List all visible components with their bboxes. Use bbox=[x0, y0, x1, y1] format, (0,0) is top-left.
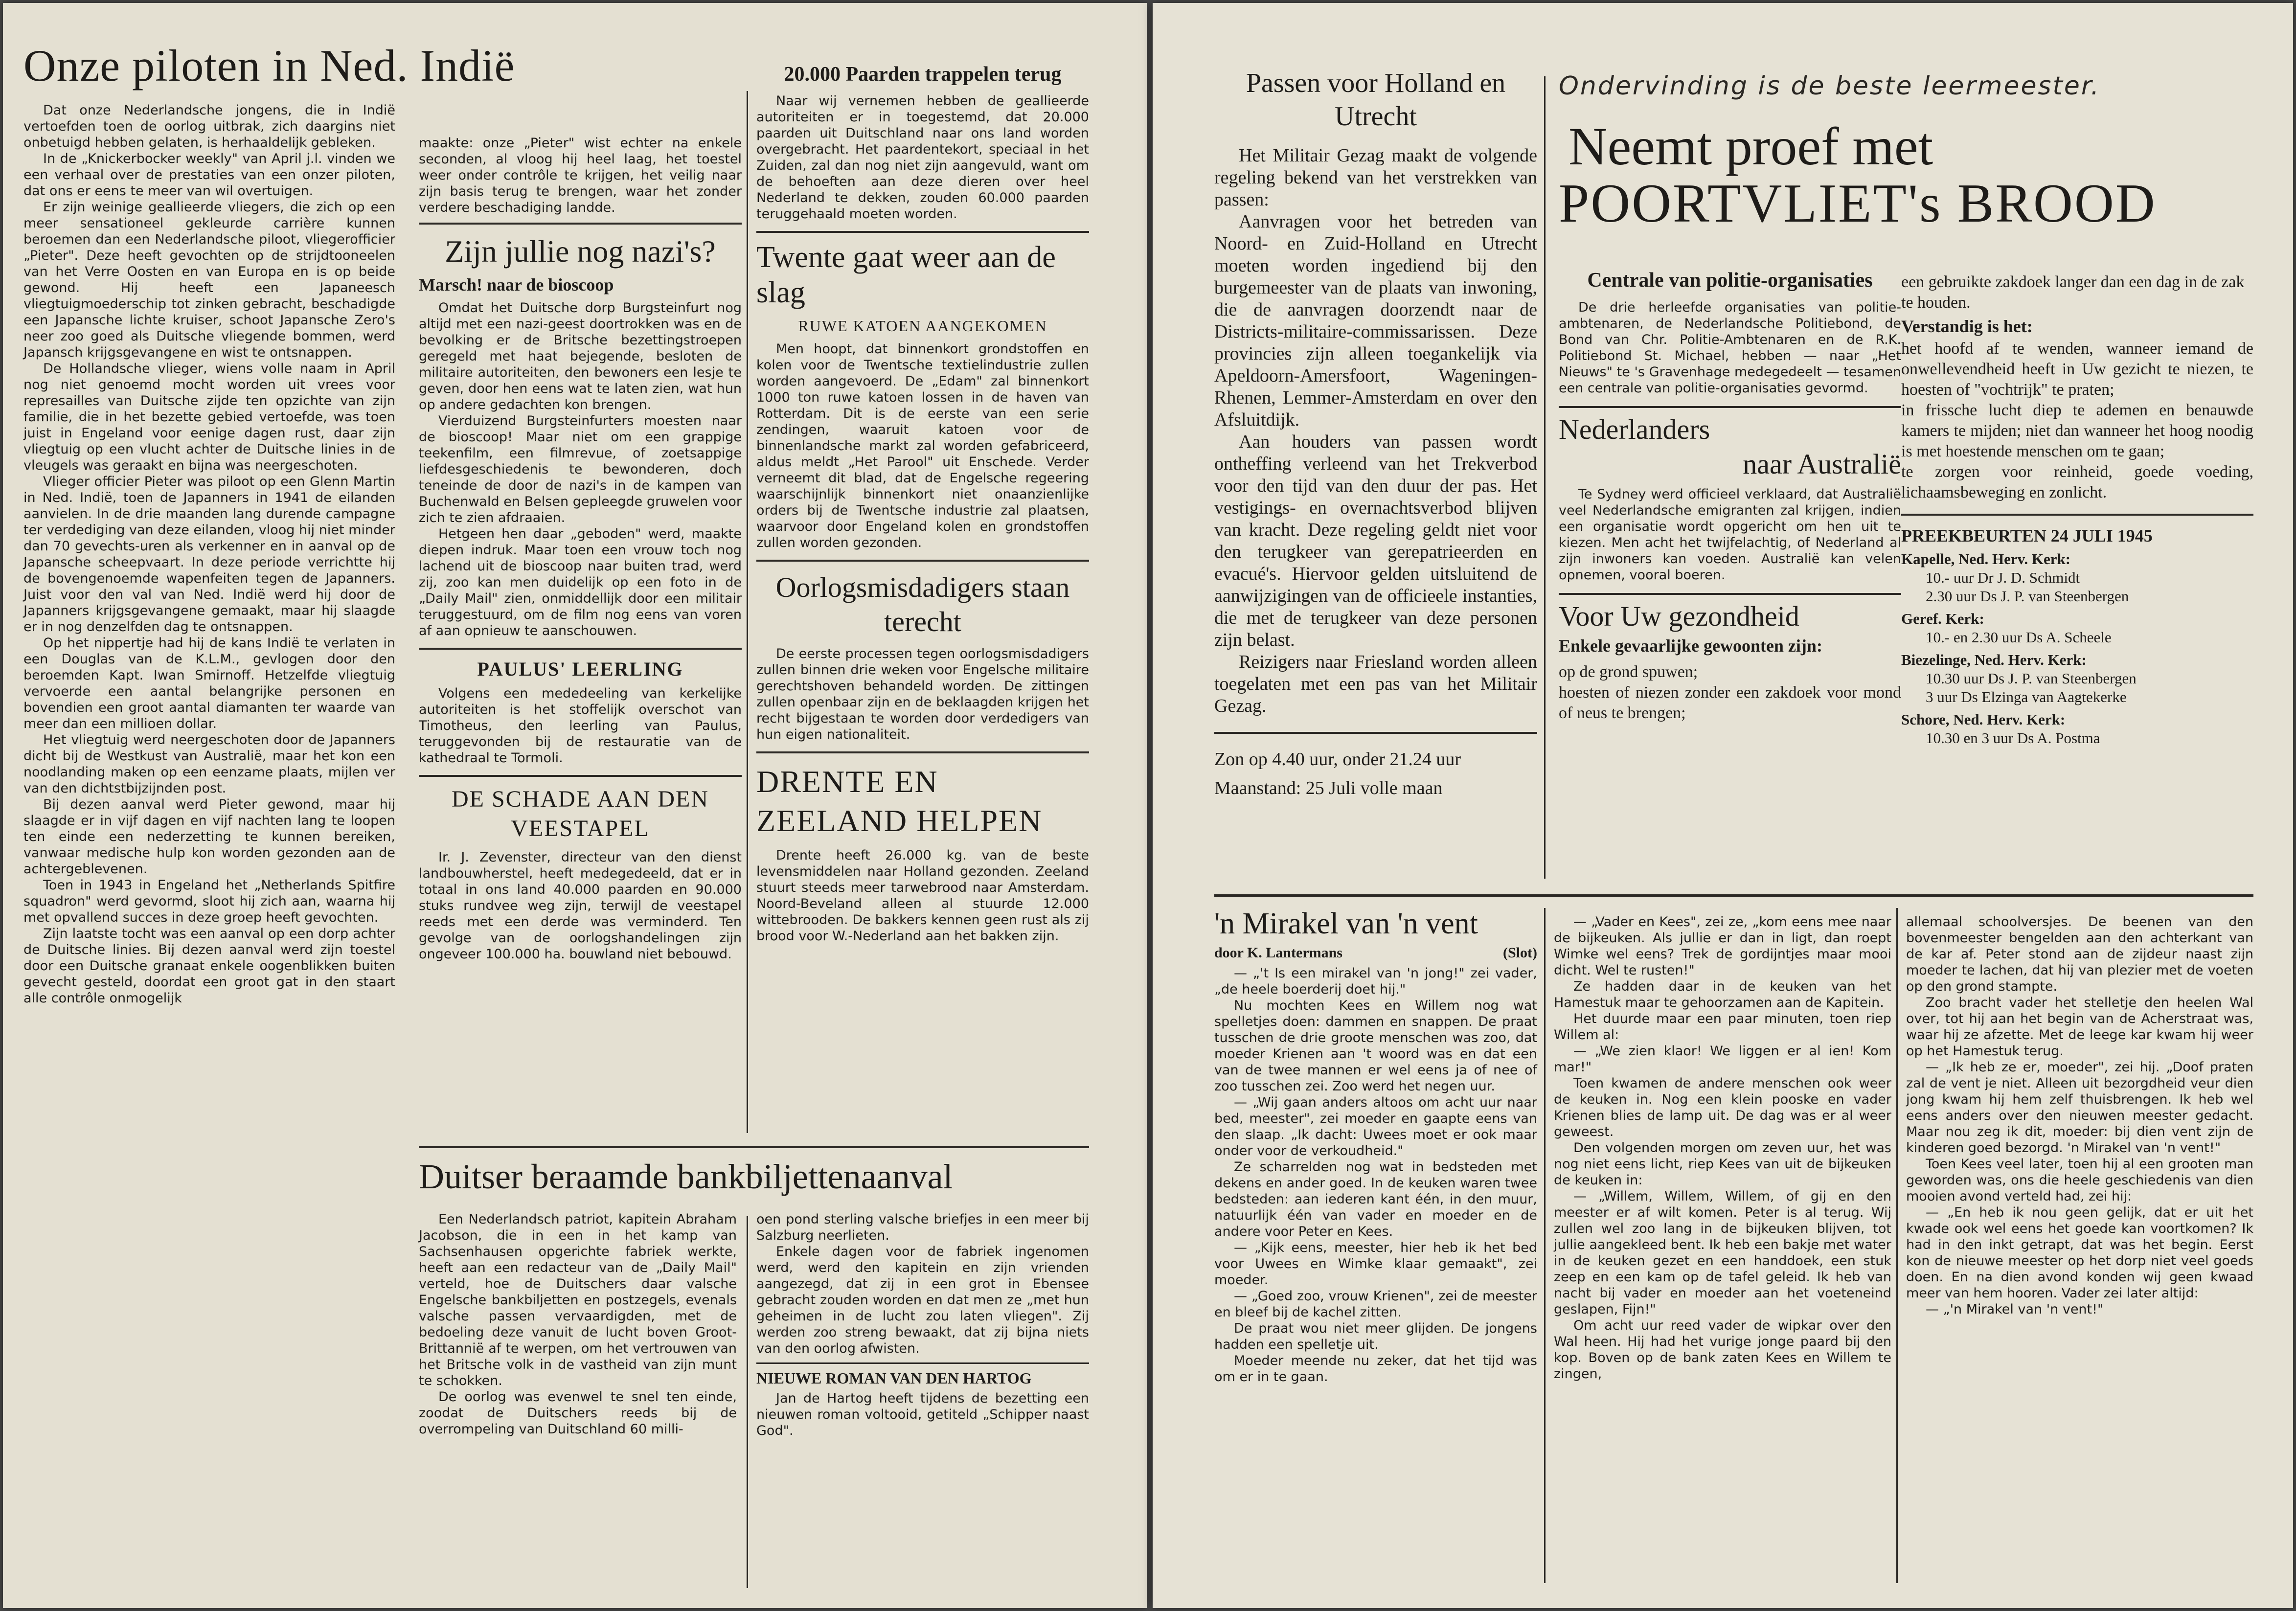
divider bbox=[756, 1362, 1089, 1364]
paragraph: De eerste processen tegen oorlogsmisdadigers zullen binnen drie weken voor Engelsche militaire gerechtshoven behandeld worden. De zittingen zullen openbaar zijn en de beklaagden krijgen het recht bijgestaan te worden door verdedigers van hun eigen nationaliteit. bbox=[756, 646, 1089, 742]
twente-subtitle: RUWE KATOEN AANGEKOMEN bbox=[798, 317, 1047, 335]
preek-entry bbox=[1901, 710, 2253, 748]
gezondheid-list bbox=[1559, 662, 1901, 724]
preek-line: 10.30 en 3 uur Ds A. Postma bbox=[1926, 729, 2100, 747]
column-rule bbox=[747, 1216, 748, 1588]
paragraph: — „Wij gaan anders altoos om acht uur naar bed, meester", zei moeder en gaapte eens van den slaap. „Ik dacht: Uwees moet er ook maar onder voor de verkoudheid." bbox=[1214, 1095, 1537, 1159]
preek-line: 10.30 uur Ds J. P. van Steenbergen bbox=[1926, 670, 2137, 687]
paragraph: Te Sydney werd officieel verklaard, dat Australië veel Nederlandsche emigranten zal krijgen, indien een organisatie wordt opgericht om hen uit te kiezen. Men acht het twijfelachtig, of Nederland al zijn inwoners kan voeden. Australië kan velen opnemen, vooral boeren. bbox=[1559, 486, 1901, 583]
nazis-body bbox=[419, 300, 742, 639]
mirakel-byline bbox=[1214, 945, 1537, 961]
paragraph: Enkele dagen voor de fabriek ingenomen werd, werd den kapitein en zijn vrienden aangezegd, dat zij in een grot in Ebensee gebracht zouden worden en dat men ze „met hun geheimen in de lucht zou laten vliegen". Zij werden zoo streng bewaakt, dat zij bijna niets van den oorlog afwisten. bbox=[756, 1244, 1089, 1356]
column-rule bbox=[1544, 76, 1546, 879]
divider bbox=[756, 231, 1089, 233]
mirakel-col-1 bbox=[1214, 908, 1537, 1593]
divider bbox=[756, 560, 1089, 562]
divider bbox=[419, 775, 742, 777]
paragraph: De praat wou niet meer glijden. De jongens hadden een spelletje uit. bbox=[1214, 1321, 1537, 1353]
divider bbox=[756, 751, 1089, 753]
divider bbox=[1901, 514, 2253, 516]
duitser-col-2 bbox=[756, 1211, 1089, 1593]
preek-entry bbox=[1901, 651, 2253, 706]
drente-title: DRENTE EN ZEELAND HELPEN bbox=[756, 764, 1043, 838]
gezondheid-subtitle: Enkele gevaarlijke gewoonten zijn: bbox=[1559, 635, 1822, 656]
paragraph: Hetgeen hen daar „geboden" werd, maakte diepen indruk. Maar toen een vrouw toch nog lachend uit de bioscoop naar buiten trad, werd zij, zoo kan men duidelijk op een foto in de „Daily Mail" zien, onmiddellijk door een militair teruggestuurd, om de film nog eens van voren af aan opnieuw te aanschouwen. bbox=[419, 526, 742, 638]
paragraph: Naar wij vernemen hebben de geallieerde autoriteiten er in toegestemd, dat 20.000 paarden uit Duitschland naar ons land worden overgebracht. Het paardentekort, speciaal in het Zuiden, zal dan nog niet zijn aangevuld, want om de behoeften aan deze dieren over heel Nederland te dekken, zouden 60.000 paarden teruggehaald moeten worden. bbox=[756, 93, 1089, 222]
pilots-continued bbox=[419, 135, 742, 216]
paragraph: allemaal schoolversjes. De beenen van den bovenmeester bengelden aan den achterkant van de kar af. Peter stond aan de zijdeur naast zijn moeder te lachen, dat hij van plezier met de voeten op den grond stampte. bbox=[1906, 914, 2253, 994]
paragraph: — „Willem, Willem, Willem, of gij en den meester er af wilt komen. Peter is al terug. Wij zullen wel zoo lang in de bijkeuken blijven, tot jullie aangekleed bent. Ik heb een bakje met water in de keuken gezet en een handdoek, een stuk zeep en een kam op de tafel geleid. Ik heb van nacht bij vader en moeder aan het voeteneind geslapen, Fijn!" bbox=[1554, 1189, 1891, 1317]
oorlog-body bbox=[756, 646, 1089, 743]
paragraph: — „'n Mirakel van 'n vent!" bbox=[1926, 1302, 2104, 1317]
paragraph: — „Ik heb ze er, moeder", zei hij. „Doof praten zal de vent je niet. Alleen uit bezorgdheid veur dien jong kwam hij hem zelf thuisbrengen. Ik heb wel eens anders over den nieuwen meester gedacht. Maar nou zeg ik dit, moeder: bij dien vent zijn de kinderen goed bezorgd. 'n Mirakel van 'n vent!" bbox=[1906, 1060, 2253, 1156]
preek-list bbox=[1901, 550, 2253, 748]
gezondheid-list-continued bbox=[1901, 272, 2253, 313]
mirakel-author: door K. Lantermans bbox=[1214, 945, 1342, 961]
paulus-title: PAULUS' LEERLING bbox=[477, 658, 683, 680]
column-3 bbox=[756, 61, 1089, 1137]
sun-times: Zon op 4.40 uur, onder 21.24 uur bbox=[1214, 749, 1461, 770]
paragraph: Zoo bracht vader het stelletje den heelen Wal over, tot hij aan het begin van de Acherstraat was, waar hij ze afzette. Met de leege kar kwam hij weer op het Hamestuk terug. bbox=[1906, 995, 2253, 1059]
moon-phase: Maanstand: 25 Juli volle maan bbox=[1214, 778, 1443, 798]
paragraph: Drente heeft 26.000 kg. van de beste levensmiddelen naar Holland gezonden. Zeeland stuurt steeds meer tarwebrood naar Amsterdam. Noord-Beveland alleen al stuurde 12.000 wittebrooden. De bakkers kennen geen rust als zij brood voor W.-Nederland aan het bakken zijn. bbox=[756, 848, 1089, 944]
twente-title: Twente gaat weer aan de slag bbox=[756, 241, 1056, 309]
paragraph: Aanvragen voor het betreden van Noord- en Zuid-Holland en Utrecht moeten worden ingediend bij den burgemeester van de plaats van inwoning, die de aanvragen doorzendt naar de Districts-militaire-commissarissen. Deze provincies zijn alleen toegankelijk via Apeldoorn-Amersfoort, Wageningen-Rhenen, Lemmer-Amsterdam en over den Afsluitdijk. bbox=[1214, 211, 1537, 430]
duitser-title: Duitser beraamde bankbiljettenaanval bbox=[419, 1157, 953, 1196]
passen-article bbox=[1214, 67, 1537, 859]
preek-place: Schore, Ned. Herv. Kerk: bbox=[1901, 711, 2066, 728]
list-item: het hoofd af te wenden, wanneer iemand de onwellevendheid heeft in Uw gezicht te niezen, te hoesten of "vochtrijk" te praten; bbox=[1901, 340, 2253, 399]
paragraph: De drie herleefde organisaties van politie-ambtenaren, de Nederlandsche Politiebond, de Bond van Chr. Politie-Ambtenaren en de R.K. Politiebond St. Michael, hebben — naar „Het Nieuws" te 's Gravenhage medegedeelt — tesamen een centrale van politie-organisaties gevormd. bbox=[1559, 300, 1901, 396]
column-rule bbox=[1544, 908, 1546, 1583]
australie-body bbox=[1559, 486, 1901, 583]
divider bbox=[419, 223, 742, 225]
nazis-subtitle: Marsch! naar de bioscoop bbox=[419, 275, 614, 295]
column-rule bbox=[1896, 908, 1898, 1583]
australie-title-2: naar Australië bbox=[1743, 448, 1901, 480]
drente-body bbox=[756, 847, 1089, 944]
pilots-article bbox=[23, 41, 515, 1583]
list-item: hoesten of niezen zonder een zakdoek voor mond of neus te brengen; bbox=[1559, 683, 1901, 722]
paragraph: Moeder meende nu zeker, dat het tijd was om er in te gaan. bbox=[1214, 1353, 1537, 1385]
mirakel-col-1-body bbox=[1214, 965, 1537, 1385]
preek-line: 10.- en 2.30 uur Ds A. Scheele bbox=[1926, 629, 2112, 646]
list-item: op de grond spuwen; bbox=[1559, 662, 1698, 681]
paragraph: Het duurde maar een paar minuten, toen riep Willem al: bbox=[1554, 1011, 1891, 1043]
pilots-title: Onze piloten in Ned. Indië bbox=[23, 41, 515, 91]
paarden-body bbox=[756, 93, 1089, 222]
paragraph: — „En heb ik nou geen gelijk, dat er uit het kwade ook wel eens het goede kan voortkomen? Ik had in den inkt getrapt, dat was het begin. Eerst kon de nieuwe meester op het dorp niet veel goeds doen. En na dien avond konden wij geen kwaad meer van hem hooren. Vader zei later altijd: bbox=[1906, 1205, 2253, 1301]
roman-title: NIEUWE ROMAN VAN DEN HARTOG bbox=[756, 1369, 1032, 1387]
divider bbox=[1214, 732, 1537, 734]
paragraph: Toen in 1943 in Engeland het „Netherlands Spitfire squadron" werd gevormd, sloot hij zich aan, waarna hij met opvallend succes in deze groep heeft gevochten. bbox=[23, 877, 395, 925]
paragraph: Er zijn weinige geallieerde vliegers, die zich op een meer sensationeel gekleurde carrière kunnen beroemen dan een Nederlandsche piloot, vliegerofficier „Pieter". Deze heeft gevochten op de strijdtooneelen van het Verre Oosten en van Europa en is op beide gewond. Hij heeft een Japaneesch vliegtuigmoederschip tot zinken gebracht, beschadigde een Japansche lichte kruiser, schoot Japansche Zero's neer zoo goed als Duitsche vliegende bommen, werd Japansch krijgsgevangene en wist te ontsnappen. bbox=[23, 199, 395, 360]
right-column bbox=[1901, 272, 2253, 898]
divider bbox=[1559, 406, 1901, 408]
passen-body bbox=[1214, 145, 1537, 717]
preek-place: Geref. Kerk: bbox=[1901, 610, 1984, 627]
middle-column bbox=[1559, 267, 1901, 884]
pilots-body bbox=[23, 102, 395, 1006]
mirakel-slot: (Slot) bbox=[1503, 945, 1537, 961]
paragraph: — „'t Is een mirakel van 'n jong!" zei vader, „de heele boerderij doet hij." bbox=[1214, 966, 1537, 998]
preek-entry bbox=[1901, 610, 2253, 647]
preek-place: Kapelle, Ned. Herv. Kerk: bbox=[1901, 550, 2071, 567]
paragraph: Ze hadden daar in de keuken van het Hamestuk maar te gehoorzamen aan de Kapitein. bbox=[1554, 979, 1891, 1010]
paarden-title: 20.000 Paarden trappelen terug bbox=[784, 63, 1062, 86]
preek-line: 10.- uur Dr J. D. Schmidt bbox=[1926, 569, 2080, 586]
paragraph: Vlieger officier Pieter was piloot op een Glenn Martin in Ned. Indië, toen de Japanners in 1941 de eilanden aanvielen. In de drie maanden lang durende campagne ter verdediging van deze eilanden, vloog hij niet minder dan 70 gevechts-uren als verkenner en in aanval op de Japansche scheepvaart. In deze periode verrichtte hij de bovengenoemde wapenfeiten tegen de Japanners. Juist voor den val van Ned. Indië werd hij door de Japanners krijgsgevangene gemaakt, maar hij slaagde er in nog denzelfden dag te ontsnappen. bbox=[23, 474, 395, 635]
paragraph: — „Goed zoo, vrouw Krienen", zei de meester en bleef bij de kachel zitten. bbox=[1214, 1289, 1537, 1320]
paragraph: oen pond sterling valsche briefjes in een meer bij Salzburg neerlieten. bbox=[756, 1212, 1089, 1243]
paragraph: De oorlog was evenwel te snel ten einde, zoodat de Duitschers reeds bij de overrompeling van Duitschland 60 milli- bbox=[419, 1389, 737, 1437]
paragraph: Aan houders van passen wordt ontheffing verleend van het Trekverbod voor den tijd van den duur der pas. Het vestigings- en overnachtsverbod blijven van kracht. Deze regeling geldt niet voor den terugkeer van gerepatrieerden en evacué's. Hiervoor gelden uitsluitend de aanwijzigingen van de officieele instanties, die met de terugkeer van deze personen zijn belast. bbox=[1214, 431, 1537, 650]
column-rule bbox=[747, 91, 748, 1133]
paulus-body bbox=[419, 685, 742, 766]
twente-body bbox=[756, 341, 1089, 551]
paragraph: Ir. J. Zevenster, directeur van den dienst landbouwherstel, heeft medegedeeld, dat er in totaal in ons land 40.000 paarden en 90.000 stuks rundvee weg zijn, terwijl de veestapel reeds met een derde was verminderd. Ten gevolge van de oorlogshandelingen zijn ongeveer 100.000 ha. bouwland niet bebouwd. bbox=[419, 850, 742, 962]
paragraph: Nu mochten Kees en Willem nog wat spelletjes doen: dammen en snappen. De praat tusschen de drie groote menschen was zoo, dat moeder Krienen aan 't woord was en dat een van de twee mannen er wel eens ja of nee of zoo tusschen zei. Zoo werd het negen uur. bbox=[1214, 998, 1537, 1094]
preek-line: 3 uur Ds Elzinga van Aagtekerke bbox=[1926, 688, 2127, 705]
bread-advertisement bbox=[1559, 71, 2263, 257]
passen-title: Passen voor Holland en Utrecht bbox=[1246, 68, 1506, 132]
centrale-body bbox=[1559, 299, 1901, 396]
paragraph: Het Militair Gezag maakt de volgende regeling bekend van het verstrekken van passen: bbox=[1214, 145, 1537, 210]
divider bbox=[1559, 593, 1901, 595]
centrale-title: Centrale van politie-organisaties bbox=[1587, 269, 1873, 292]
preek-title: PREEKBEURTEN 24 JULI 1945 bbox=[1901, 526, 2153, 545]
paragraph: Vierduizend Burgsteinfurters moesten naar de bioscoop! Maar niet om een grappige teekenfilm, een filmrevue, of zoetsappige liefdesgeschiedenis te bewonderen, doch teneinde de door de nazi's in de kampen van Buchenwald en Belsen gepleegde gruwelen voor zich te zien afdraaien. bbox=[419, 413, 742, 525]
australie-title-1: Nederlanders bbox=[1559, 413, 1710, 445]
paragraph: Omdat het Duitsche dorp Burgsteinfurt nog altijd met een nazi-geest doortrokken was en de bevolking er de Britsche bezettingstroepen geregeld met haat bejegende, besloten de militaire autoriteiten, den bewoners een lesje te geven, door hen eens wat te laten zien, wat hun op andere gedachten kon brengen. bbox=[419, 300, 742, 412]
schade-title: DE SCHADE AAN DEN VEESTAPEL bbox=[452, 786, 709, 841]
right-page bbox=[1153, 3, 2293, 1608]
paragraph: Den volgenden morgen om zeven uur, het was nog niet eens licht, riep Kees van uit de bijkeuken de keuken in: bbox=[1554, 1140, 1891, 1188]
preek-place: Biezelinge, Ned. Herv. Kerk: bbox=[1901, 651, 2087, 668]
paragraph: Volgens een mededeeling van kerkelijke autoriteiten is het stoffelijk overschot van Timotheus, den leerling van Paulus, teruggevonden bij de restauratie van de kathedraal te Tormoli. bbox=[419, 686, 742, 766]
paragraph: Toen kwamen de andere menschen ook weer de keuken in. Nog een klein pooske en vader Krienen blies de lamp uit. De dag was er al weer geweest. bbox=[1554, 1076, 1891, 1139]
divider bbox=[419, 648, 742, 650]
ad-slogan: Ondervinding is de beste leermeester. bbox=[1559, 71, 2101, 101]
schade-body bbox=[419, 849, 742, 962]
paragraph: — „Kijk eens, meester, hier heb ik het bed voor Uwees en Wimke klaar gemaakt", zei moeder. bbox=[1214, 1240, 1537, 1288]
paragraph: De Hollandsche vlieger, wiens volle naam in April nog niet genoemd mocht worden uit vrees voor represailles van Duitsche zijde ten opzichte van zijn familie, die in het bezette gebied vertoefde, was toen juist in Engeland voor eenige dagen rust, daar zijn vliegtuig op een vlucht achter de Duitsche linies in de vleugels was geraakt en bijna was neergeschoten. bbox=[23, 361, 395, 473]
paragraph: — „We zien klaor! We liggen er al ien! Kom mar!" bbox=[1554, 1044, 1891, 1075]
paragraph: Jan de Hartog heeft tijdens de bezetting een nieuwen roman voltooid, getiteld „Schipper naast God". bbox=[756, 1391, 1089, 1438]
divider bbox=[419, 1146, 1089, 1148]
preek-entry bbox=[1901, 550, 2253, 606]
paragraph: Op het nippertje had hij de kans Indië te verlaten in een Douglas van de K.L.M., gevlogen door den beroemden Kapt. Iwan Smirnoff. Hetzelfde vliegtuig vervoerde een aantal belangrijke personen en bovendien een groot aantal diamanten ter waarde van meer dan een millioen dollar. bbox=[23, 635, 395, 731]
left-page bbox=[3, 3, 1147, 1608]
verstandig-list bbox=[1901, 339, 2253, 503]
roman-body bbox=[756, 1390, 1089, 1439]
ad-brand: POORTVLIET's BROOD bbox=[1559, 173, 2157, 234]
oorlog-title: Oorlogsmisdadigers staan terecht bbox=[775, 571, 1070, 637]
paragraph: Reizigers naar Friesland worden alleen toegelaten met een pas van het Militair Gezag. bbox=[1214, 652, 1537, 716]
paragraph: Toen Kees veel later, toen hij al een grooten man geworden was, ons die heele geschiedenis van dien mooien avond verteld had, zei hij: bbox=[1906, 1157, 2253, 1204]
divider bbox=[1214, 894, 2253, 897]
paragraph: Ze scharrelden nog wat in bedsteden met dekens en ander goed. In de keuken waren twee bedsteden: aan iederen kant één, in den muur, natuurlijk één van vader en moeder en de andere voor Peter en Kees. bbox=[1214, 1159, 1537, 1240]
gezondheid-title: Voor Uw gezondheid bbox=[1559, 600, 1799, 632]
mirakel-title: 'n Mirakel van 'n vent bbox=[1214, 907, 1478, 940]
paragraph: Een Nederlandsch patriot, kapitein Abraham Jacobson, die in een in het kamp van Sachsenhausen opgerichte fabriek werkte, heeft aan een redacteur van de „Daily Mail" verteld, hoe de Duitschers daar valsche Engelsche bankbiljetten en postzegels, evenals valsche passen vervaardigden, met de bedoeling deze vanuit de lucht boven Groot-Brittannië af te werpen, om het vertrouwen van het Britsche volk in de vastheid van zijn munt te schokken. bbox=[419, 1212, 737, 1388]
paragraph: Zijn laatste tocht was een aanval op een dorp achter de Duitsche linies. Bij dezen aanval werd zijn toestel door een Duitsche granaat enkele oogenblikken buiten gevecht gesteld, doordat een groot gat in den staart alle contrôle onmogelijk bbox=[23, 926, 395, 1006]
list-item: een gebruikte zakdoek langer dan een dag in de zak te houden. bbox=[1901, 273, 2245, 312]
preek-line: 2.30 uur Ds J. P. van Steenbergen bbox=[1926, 588, 2129, 605]
paragraph: maakte: onze „Pieter" wist echter na enkele seconden, al vloog hij heel laag, het toestel weer onder contrôle te krijgen, het veilig naar zijn basis terug te brengen, waar het zonder verdere beschadiging landde. bbox=[419, 136, 742, 215]
paragraph: Bij dezen aanval werd Pieter gewond, maar hij slaagde er in vijf dagen en vijf nachten lang te loopen ten einde een nederzetting te kunnen bereiken, vanwaar medische hulp kon worden gezonden aan de achtergeblevenen. bbox=[23, 796, 395, 877]
paragraph: Het vliegtuig werd neergeschoten door de Japanners dicht bij de Westkust van Australië, maar het kon een noodlanding maken op een eenzame plaats, mijlen ver van den dichtstbijzijnden post. bbox=[23, 732, 395, 796]
paragraph: Dat onze Nederlandsche jongens, die in Indië vertoefden toen de oorlog uitbrak, zich daargins niet onbetuigd hebben gelaten, is herhaaldelijk gebleken. bbox=[23, 102, 395, 150]
mirakel-col-2 bbox=[1554, 914, 1891, 1594]
mirakel-col-3 bbox=[1906, 914, 2253, 1594]
paragraph: — „Vader en Kees", zei ze, „kom eens mee naar de bijkeuken. Als jullie er dan in ligt, dan roept Wimke wel eens? Trek de gordijntjes maar mooi dicht. Wel te rusten!" bbox=[1554, 914, 1891, 978]
duitser-col-1 bbox=[419, 1211, 737, 1593]
column-2 bbox=[419, 135, 742, 1148]
nazis-title: Zijn jullie nog nazi's? bbox=[445, 234, 716, 269]
list-item: te zorgen voor reinheid, goede voeding, lichaamsbeweging en zonlicht. bbox=[1901, 463, 2253, 501]
paragraph: Men hoopt, dat binnenkort grondstoffen en kolen voor de Twentsche textielindustrie zullen worden aangevoerd. De „Edam" zal binnenkort 1000 ton ruwe katoen lossen in de haven van Rotterdam. Dit is de eerste van een serie zendingen, waaruit katoen voor de binnenlandsche markt zal worden gefabriceerd, aldus meldt „Het Parool" uit Enschede. Verder verneemt dit blad, dat de Engelsche regeering waarschijnlijk binnenkort niet onaanzienlijke orders bij de Twentsche industrie zal plaatsen, waarvoor door Engeland kolen en grondstoffen zullen worden gezonden. bbox=[756, 341, 1089, 550]
duitser-col-2-body bbox=[756, 1211, 1089, 1357]
verstandig-subtitle: Verstandig is het: bbox=[1901, 317, 2033, 336]
list-item: in frissche lucht diep te ademen en benauwde kamers te mijden; niet dan wanneer het hoog noodig is met hoestende menschen om te gaan; bbox=[1901, 401, 2253, 460]
ad-line-1: Neemt proef met bbox=[1569, 116, 1933, 176]
paragraph: In de „Knickerbocker weekly" van April j.l. vinden we een verhaal over de prestaties van een onzer piloten, dat ons er eens te meer van wil overtuigen. bbox=[23, 151, 395, 199]
paragraph: Om acht uur reed vader de wipkar over den Wal heen. Hij had het vurige jonge paard bij den kop. Boven op de bank zaten Kees en Willem te zingen, bbox=[1554, 1318, 1891, 1382]
